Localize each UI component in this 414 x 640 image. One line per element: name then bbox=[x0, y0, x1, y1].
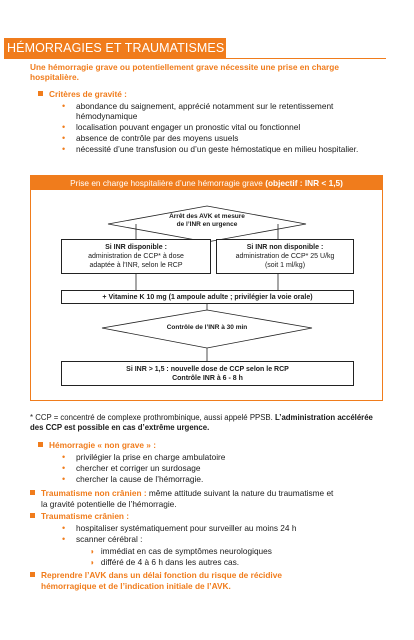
list-item: • scanner cérébral : bbox=[62, 534, 384, 544]
square-bullet-icon bbox=[38, 91, 43, 96]
trauma-non-cranien-label: Traumatisme non crânien : bbox=[41, 488, 147, 498]
header-rule bbox=[4, 58, 386, 59]
list-item: • localisation pouvant engager un pronostic vital ou fonctionnel bbox=[62, 122, 384, 132]
list-item: • nécessité d’une transfusion ou d’un geste hémostatique en milieu hospitalier. bbox=[62, 144, 384, 154]
list-item: • privilégier la prise en charge ambulatoire bbox=[62, 452, 384, 462]
list-item: • absence de contrôle par des moyens usuels bbox=[62, 133, 384, 143]
reprendre-line1: Reprendre l’AVK dans un délai fonction du risque de récidive bbox=[41, 570, 282, 580]
trauma-non-cranien-cont: la gravité potentielle de l’hémorragie. bbox=[41, 499, 177, 509]
list-item: • hospitaliser systématiquement pour surveiller au moins 24 h bbox=[62, 523, 384, 533]
square-bullet-icon bbox=[30, 513, 35, 518]
box-title: Si INR > 1,5 : nouvelle dose de CCP selon le RCP bbox=[126, 365, 289, 373]
intro-text: Une hémorragie grave ou potentiellement grave nécessite une prise en charge hospitalière. bbox=[30, 62, 339, 82]
sub-item-text: immédiat en cas de symptômes neurologiques bbox=[100, 546, 272, 556]
step-line: de l’INR en urgence bbox=[176, 221, 238, 228]
box-title: Contrôle INR à 6 - 8 h bbox=[172, 374, 243, 382]
trauma-non-cranien bbox=[30, 488, 384, 498]
non-grave-list bbox=[62, 452, 384, 485]
arrow-bullet-icon: ◗ bbox=[90, 558, 95, 567]
footnote-plain: * CCP = concentré de complexe prothrombinique, aussi appelé PPSB. bbox=[30, 413, 275, 422]
reprendre-avk-cont: hémorragique et de l’indication initiale de l’AVK. bbox=[41, 581, 231, 591]
sub-item-text: différé de 4 à 6 h dans les autres cas. bbox=[100, 557, 240, 567]
box-line: administration de CCP* à dose bbox=[88, 253, 184, 260]
inr-unavailable-box bbox=[216, 239, 354, 274]
box-line: (soit 1 ml/kg) bbox=[264, 262, 306, 269]
sub-list-item bbox=[90, 557, 239, 568]
arrow-bullet-icon: ◗ bbox=[90, 547, 95, 556]
criteria-heading bbox=[38, 89, 127, 99]
box-title: + Vitamine K 10 mg (1 ampoule adulte ; privilégier la voie orale) bbox=[102, 293, 313, 301]
footnote bbox=[30, 413, 382, 433]
trauma-non-cranien-text: même attitude suivant la nature du traumatisme et bbox=[146, 488, 334, 498]
box-line: adaptée à l’INR, selon le RCP bbox=[89, 262, 183, 269]
list-item: • chercher la cause de l’hémorragie. bbox=[62, 474, 384, 484]
section-header: HÉMORRAGIES ET TRAUMATISMES bbox=[4, 38, 226, 58]
criteria-list bbox=[62, 101, 384, 155]
algorithm-box bbox=[30, 175, 383, 401]
algorithm-title-plain: Prise en charge hospitalière d’une hémorragie grave bbox=[70, 178, 266, 188]
box-line: administration de CCP* 25 U/kg bbox=[235, 253, 335, 260]
criteria-title: Critères de gravité : bbox=[49, 89, 127, 99]
trauma-cranien-title: Traumatisme crânien : bbox=[41, 511, 130, 521]
non-grave-heading bbox=[38, 440, 156, 450]
reprendre-avk bbox=[30, 570, 384, 580]
list-item: • abondance du saignement, apprécié notamment sur le retentissement hémodynamique bbox=[62, 101, 384, 121]
square-bullet-icon bbox=[30, 490, 35, 495]
step-stop-avk bbox=[147, 213, 267, 229]
sub-list-item bbox=[90, 546, 272, 557]
trauma-cranien-list bbox=[62, 523, 384, 545]
square-bullet-icon bbox=[30, 572, 35, 577]
algorithm-title-bold: (objectif : INR < 1,5) bbox=[265, 178, 343, 188]
inr-available-box bbox=[61, 239, 211, 274]
box-title: Si INR disponible : bbox=[105, 244, 167, 251]
list-item: • chercher et corriger un surdosage bbox=[62, 463, 384, 473]
step-line: Arrêt des AVK et mesure bbox=[169, 213, 245, 220]
footnote-bold: L’administration accélérée des CCP est possible en cas d’extrême urgence. bbox=[30, 413, 373, 432]
square-bullet-icon bbox=[38, 442, 43, 447]
trauma-cranien-heading bbox=[30, 511, 129, 521]
non-grave-title: Hémorragie « non grave » : bbox=[49, 440, 156, 450]
final-step-box bbox=[61, 361, 354, 386]
vitamin-k-box bbox=[61, 290, 354, 304]
step-control-inr: Contrôle de l’INR à 30 min bbox=[166, 324, 248, 331]
box-title: Si INR non disponible : bbox=[246, 244, 324, 251]
